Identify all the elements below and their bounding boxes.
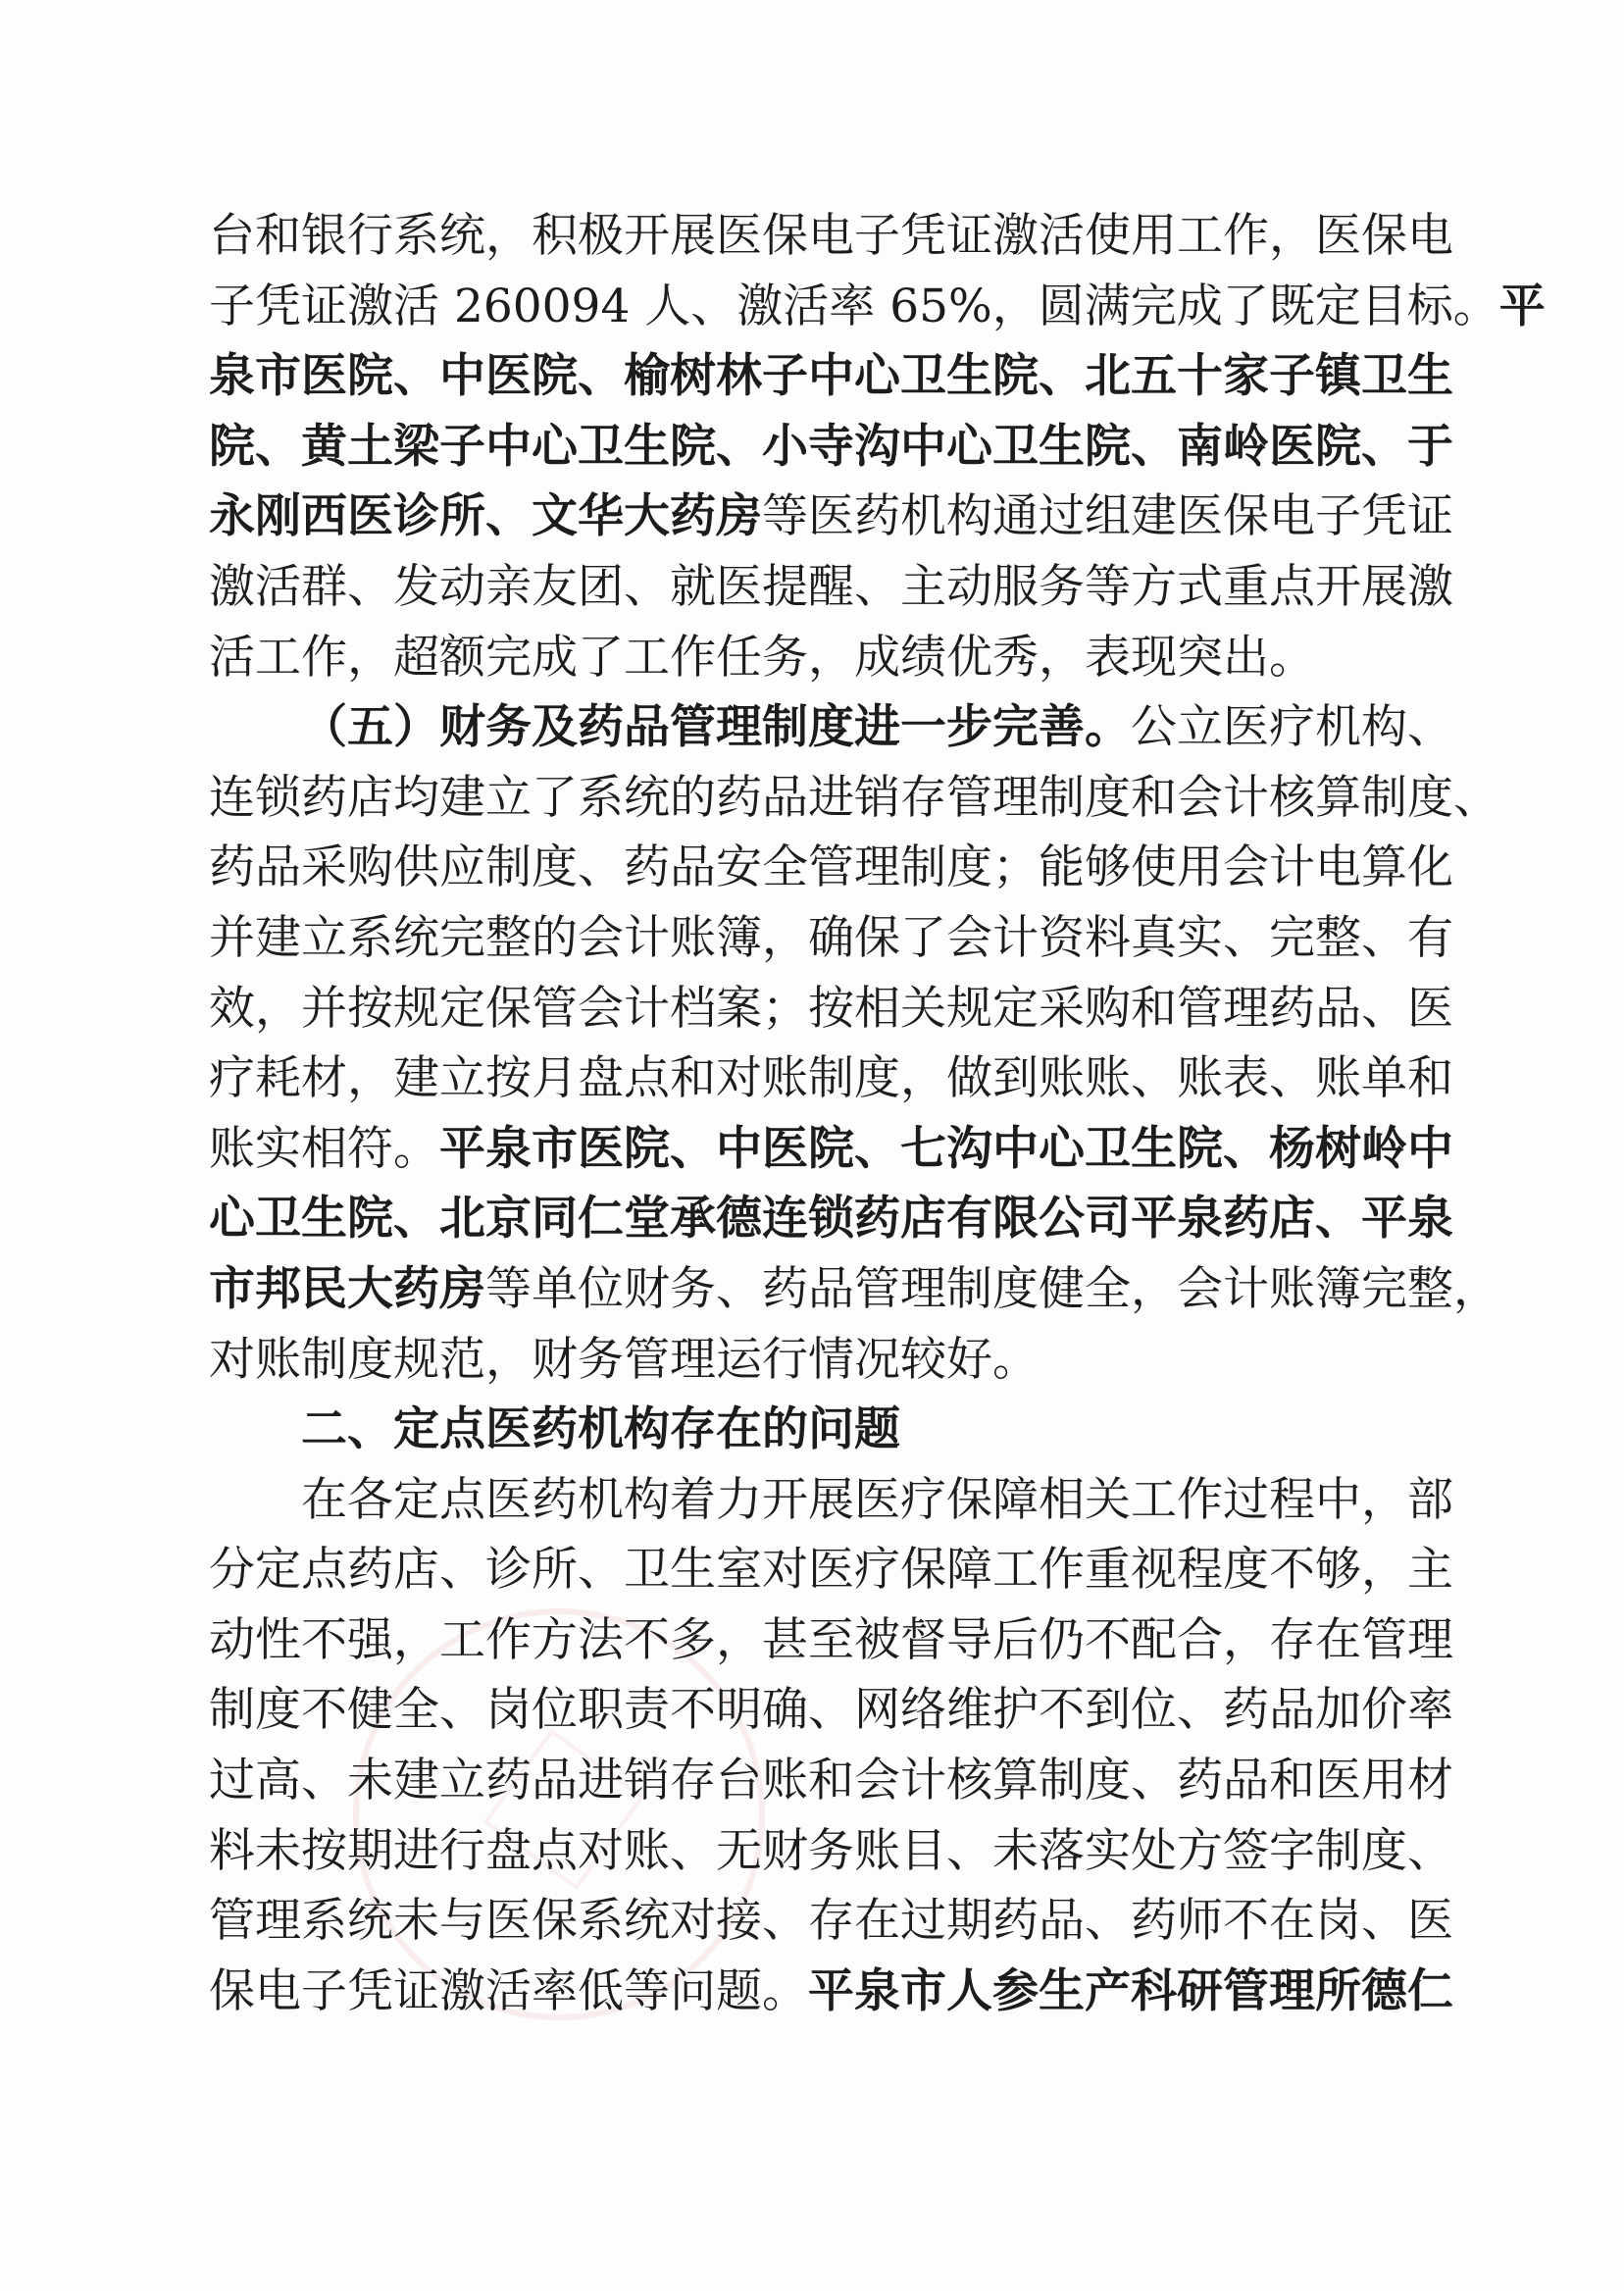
line-text: 药品采购供应制度、药品安全管理制度；能够使用会计电算化 [209,840,1453,895]
paragraph-line [209,1184,1453,1254]
chapter-heading-text: 二、定点医药机构存在的问题 [301,1402,900,1457]
line-bold-text: 院、黄土梁子中心卫生院、小寺沟中心卫生院、南岭医院、于 [209,419,1453,474]
paragraph-line [209,1886,1453,1957]
paragraph-line [209,974,1453,1044]
paragraph-line [209,1044,1453,1114]
line-text: 制度不健全、岗位职责不明确、网络维护不到位、药品加价率 [209,1683,1453,1738]
paragraph-line [209,623,1421,693]
paragraph-line [209,1957,1453,2027]
line-text: 等单位财务、药品管理制度健全，会计账簿完整， [485,1261,1499,1316]
paragraph-line [209,833,1453,903]
paragraph-line [209,201,1453,272]
line-bold-text: 心卫生院、北京同仁堂承德连锁药店有限公司平泉药店、平泉 [209,1192,1453,1247]
paragraph-line [209,1254,1499,1325]
line-text: 并建立系统完整的会计账簿，确保了会计资料真实、完整、有 [209,910,1453,965]
paragraph-line [209,272,1546,342]
line-bold-text: 平泉市医院、中医院、七沟中心卫生院、杨树岭中 [439,1121,1453,1176]
paragraph-line [209,763,1499,834]
line-text: 保电子凭证激活率低等问题。 [209,1963,808,2018]
paragraph-line [209,1816,1453,1887]
line-bold-text: 平泉市人参生产科研管理所德仁 [808,1963,1453,2018]
body-text [209,201,1546,2026]
paragraph-line [209,1675,1453,1746]
line-bold-text: 平 [1498,279,1546,333]
paragraph-line [209,482,1453,552]
line-text: 疗耗材，建立按月盘点和对账制度，做到账账、账表、账单和 [209,1051,1453,1106]
line-text: 连锁药店均建立了系统的药品进销存管理制度和会计核算制度、 [209,770,1499,825]
line-text: 台和银行系统，积极开展医保电子凭证激活使用工作，医保电 [209,209,1453,263]
paragraph-line [209,412,1453,483]
paragraph-line [209,1746,1453,1816]
line-text: 分定点药店、诊所、卫生室对医疗保障工作重视程度不够，主 [209,1543,1453,1598]
line-text: 过高、未建立药品进销存台账和会计核算制度、药品和医用材 [209,1754,1453,1808]
line-text: 等医药机构通过组建医保电子凭证 [762,489,1453,544]
line-bold-text: 市邦民大药房 [209,1261,485,1316]
paragraph-line [209,1325,1421,1396]
line-text: 料未按期进行盘点对账、无财务账目、未落实处方签字制度、 [209,1823,1453,1878]
paragraph-line [209,1465,1453,1536]
paragraph-line [209,341,1453,412]
line-text: 公立医疗机构、 [1131,700,1453,755]
paragraph-line [209,903,1453,974]
line-text: 账实相符。 [209,1121,439,1176]
chapter-heading [209,1395,1421,1465]
section-heading: （五）财务及药品管理制度进一步完善。 [301,700,1131,755]
section-heading-line [209,692,1453,763]
line-text: 活工作，超额完成了工作任务，成绩优秀，表现突出。 [209,630,1315,685]
line-text: 激活群、发动亲友团、就医提醒、主动服务等方式重点开展激 [209,559,1453,614]
line-text: 效，并按规定保管会计档案；按相关规定采购和管理药品、医 [209,981,1453,1036]
line-text: 动性不强，工作方法不多，甚至被督导后仍不配合，存在管理 [209,1612,1453,1667]
paragraph-line [209,1605,1453,1676]
line-bold-text: 泉市医院、中医院、榆树林子中心卫生院、北五十家子镇卫生 [209,349,1453,404]
line-bold-text: 永刚西医诊所、文华大药房 [209,489,762,544]
line-text: 子凭证激活 260094 人、激活率 65%，圆满完成了既定目标。 [209,279,1499,333]
line-text: 对账制度规范，财务管理运行情况较好。 [209,1332,1039,1387]
line-text: 在各定点医药机构着力开展医疗保障相关工作过程中，部 [301,1472,1453,1527]
paragraph-line [209,552,1453,623]
paragraph-line [209,1114,1453,1185]
paragraph-line [209,1535,1453,1605]
line-text: 管理系统未与医保系统对接、存在过期药品、药师不在岗、医 [209,1894,1453,1949]
